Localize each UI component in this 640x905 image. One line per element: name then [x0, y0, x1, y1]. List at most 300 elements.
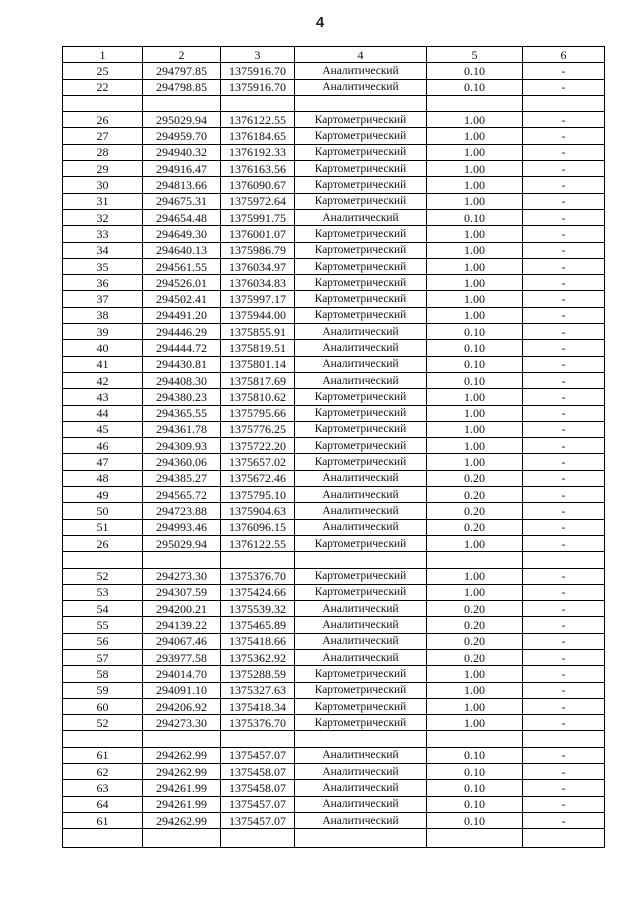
- table-cell: Картометрический: [295, 682, 427, 698]
- table-row: [63, 307, 605, 323]
- table-row: [63, 568, 605, 584]
- table-cell: 1375424.66: [221, 584, 295, 600]
- table-cell: Картометрический: [295, 421, 427, 437]
- table-row: [63, 405, 605, 421]
- table-cell: 294139.22: [143, 617, 221, 633]
- table-cell: 0.20: [427, 519, 523, 535]
- table-cell: 294797.85: [143, 63, 221, 79]
- table-row: [63, 780, 605, 796]
- table-cell: -: [523, 421, 605, 437]
- table-cell: 294014.70: [143, 666, 221, 682]
- table-cell: 1375997.17: [221, 291, 295, 307]
- table-cell: [427, 95, 523, 111]
- table-cell: 1.00: [427, 682, 523, 698]
- table-row: [63, 128, 605, 144]
- table-cell: 29: [63, 161, 143, 177]
- table-cell: 294940.32: [143, 144, 221, 160]
- table-cell: 294502.41: [143, 291, 221, 307]
- table-cell: 43: [63, 389, 143, 405]
- table-cell: Аналитический: [295, 356, 427, 372]
- table-cell: 1376122.55: [221, 112, 295, 128]
- table-cell: -: [523, 226, 605, 242]
- table-cell: 64: [63, 796, 143, 812]
- table-cell: 1.00: [427, 584, 523, 600]
- table-cell: 1376034.83: [221, 275, 295, 291]
- table-cell: -: [523, 487, 605, 503]
- table-cell: -: [523, 812, 605, 828]
- table-cell: 0.20: [427, 503, 523, 519]
- table-cell: 26: [63, 112, 143, 128]
- table-cell: 0.20: [427, 601, 523, 617]
- table-cell: 1.00: [427, 161, 523, 177]
- table-cell: [427, 731, 523, 747]
- table-cell: 1375327.63: [221, 682, 295, 698]
- table-cell: [143, 552, 221, 568]
- table-cell: 1.00: [427, 421, 523, 437]
- table-cell: 294261.99: [143, 780, 221, 796]
- table-cell: 0.10: [427, 780, 523, 796]
- table-cell: 294798.85: [143, 79, 221, 95]
- table-cell: 294309.93: [143, 438, 221, 454]
- table-cell: -: [523, 63, 605, 79]
- table-cell: 294091.10: [143, 682, 221, 698]
- table-cell: 0.10: [427, 764, 523, 780]
- table-cell: 1375376.70: [221, 715, 295, 731]
- table-row: [63, 438, 605, 454]
- table-cell: [523, 95, 605, 111]
- table-cell: 294444.72: [143, 340, 221, 356]
- table-row: [63, 340, 605, 356]
- table-cell: 1375288.59: [221, 666, 295, 682]
- table-cell: Картометрический: [295, 177, 427, 193]
- table-cell: [295, 95, 427, 111]
- table-cell: 294723.88: [143, 503, 221, 519]
- table-row: [63, 324, 605, 340]
- table-cell: Картометрический: [295, 291, 427, 307]
- table-cell: 1.00: [427, 144, 523, 160]
- table-cell: Картометрический: [295, 275, 427, 291]
- table-cell: 1375810.62: [221, 389, 295, 405]
- table-cell: 52: [63, 568, 143, 584]
- table-cell: 1.00: [427, 275, 523, 291]
- table-row: [63, 796, 605, 812]
- table-row: [63, 356, 605, 372]
- table-cell: -: [523, 128, 605, 144]
- table-row: [63, 209, 605, 225]
- table-cell: Картометрический: [295, 389, 427, 405]
- table-row: [63, 682, 605, 698]
- table-cell: 53: [63, 584, 143, 600]
- table-row: [63, 764, 605, 780]
- table-row: [63, 144, 605, 160]
- table-cell: 294360.06: [143, 454, 221, 470]
- table-cell: Аналитический: [295, 470, 427, 486]
- header-cell: 2: [143, 47, 221, 63]
- table-cell: 1375916.70: [221, 63, 295, 79]
- table-row: [63, 617, 605, 633]
- table-cell: -: [523, 307, 605, 323]
- table-cell: 0.10: [427, 209, 523, 225]
- table-row: [63, 519, 605, 535]
- table-cell: 1.00: [427, 405, 523, 421]
- table-row: [63, 715, 605, 731]
- table-cell: 31: [63, 193, 143, 209]
- table-cell: 1.00: [427, 389, 523, 405]
- table-row: [63, 112, 605, 128]
- table-row: [63, 698, 605, 714]
- table-cell: -: [523, 649, 605, 665]
- table-cell: -: [523, 324, 605, 340]
- table-cell: Картометрический: [295, 438, 427, 454]
- table-cell: 0.10: [427, 372, 523, 388]
- table-cell: 32: [63, 209, 143, 225]
- table-row: [63, 275, 605, 291]
- table-cell: 36: [63, 275, 143, 291]
- table-row: [63, 454, 605, 470]
- table-cell: 1.00: [427, 242, 523, 258]
- table-cell: [221, 731, 295, 747]
- table-cell: [63, 552, 143, 568]
- table-row: [63, 812, 605, 828]
- table-cell: 49: [63, 487, 143, 503]
- table-cell: 1375457.07: [221, 796, 295, 812]
- table-cell: 0.10: [427, 356, 523, 372]
- header-cell: 4: [295, 47, 427, 63]
- table-cell: 295029.94: [143, 535, 221, 551]
- table-cell: 1375944.00: [221, 307, 295, 323]
- table-cell: Картометрический: [295, 193, 427, 209]
- table-cell: 1376096.15: [221, 519, 295, 535]
- table-cell: 0.10: [427, 796, 523, 812]
- table-cell: Картометрический: [295, 112, 427, 128]
- table-cell: 0.10: [427, 812, 523, 828]
- table-cell: Аналитический: [295, 633, 427, 649]
- table-cell: -: [523, 258, 605, 274]
- table-cell: Аналитический: [295, 747, 427, 763]
- table-cell: 1.00: [427, 177, 523, 193]
- table-cell: 1375819.51: [221, 340, 295, 356]
- table-cell: 54: [63, 601, 143, 617]
- table-cell: -: [523, 356, 605, 372]
- table-cell: -: [523, 584, 605, 600]
- table-row: [63, 552, 605, 568]
- table-cell: 61: [63, 747, 143, 763]
- table-cell: -: [523, 682, 605, 698]
- table-cell: 1375672.46: [221, 470, 295, 486]
- table-cell: 26: [63, 535, 143, 551]
- table-row: [63, 649, 605, 665]
- table-cell: 294307.59: [143, 584, 221, 600]
- table-cell: 0.20: [427, 487, 523, 503]
- table-cell: Аналитический: [295, 649, 427, 665]
- table-cell: 35: [63, 258, 143, 274]
- table-row: [63, 372, 605, 388]
- table-cell: 294067.46: [143, 633, 221, 649]
- table-cell: -: [523, 764, 605, 780]
- table-cell: 294675.31: [143, 193, 221, 209]
- table-cell: 1.00: [427, 258, 523, 274]
- table-cell: -: [523, 519, 605, 535]
- header-cell: 1: [63, 47, 143, 63]
- table-cell: Аналитический: [295, 764, 427, 780]
- table-cell: 1375457.07: [221, 747, 295, 763]
- table-cell: 1376184.65: [221, 128, 295, 144]
- table-cell: -: [523, 79, 605, 95]
- table-cell: -: [523, 470, 605, 486]
- table-body: [63, 63, 605, 848]
- table-cell: [143, 95, 221, 111]
- table-cell: 1375776.25: [221, 421, 295, 437]
- table-cell: 1.00: [427, 666, 523, 682]
- table-cell: 1.00: [427, 698, 523, 714]
- table-cell: [523, 829, 605, 848]
- table-cell: -: [523, 438, 605, 454]
- table-cell: 22: [63, 79, 143, 95]
- table-cell: Картометрический: [295, 698, 427, 714]
- table-row: [63, 535, 605, 551]
- table-row: [63, 633, 605, 649]
- table-cell: 294200.21: [143, 601, 221, 617]
- table-row: [63, 584, 605, 600]
- table-cell: 1376090.67: [221, 177, 295, 193]
- table-cell: 51: [63, 519, 143, 535]
- table-cell: [143, 829, 221, 848]
- table-row: [63, 731, 605, 747]
- table-row: [63, 666, 605, 682]
- table-cell: 1.00: [427, 715, 523, 731]
- table-cell: Картометрический: [295, 666, 427, 682]
- table-cell: -: [523, 454, 605, 470]
- table-cell: [295, 829, 427, 848]
- table-cell: 294273.30: [143, 715, 221, 731]
- table-cell: -: [523, 601, 605, 617]
- table-cell: Аналитический: [295, 324, 427, 340]
- table-cell: -: [523, 372, 605, 388]
- table-cell: 1375362.92: [221, 649, 295, 665]
- table-cell: 1375972.64: [221, 193, 295, 209]
- table-cell: Аналитический: [295, 601, 427, 617]
- table-cell: [427, 829, 523, 848]
- table-cell: 295029.94: [143, 112, 221, 128]
- table-cell: 1.00: [427, 112, 523, 128]
- table-cell: 39: [63, 324, 143, 340]
- table-row: [63, 503, 605, 519]
- table-cell: 294385.27: [143, 470, 221, 486]
- table-cell: 33: [63, 226, 143, 242]
- table-cell: 1.00: [427, 438, 523, 454]
- table-cell: 0.10: [427, 79, 523, 95]
- table-cell: 294565.72: [143, 487, 221, 503]
- table-cell: 1.00: [427, 535, 523, 551]
- table-cell: -: [523, 633, 605, 649]
- table-cell: 1.00: [427, 193, 523, 209]
- table-cell: 55: [63, 617, 143, 633]
- table-cell: 48: [63, 470, 143, 486]
- table-cell: Аналитический: [295, 79, 427, 95]
- table-cell: Аналитический: [295, 780, 427, 796]
- table-cell: Аналитический: [295, 63, 427, 79]
- header-cell: 6: [523, 47, 605, 63]
- table-row: [63, 421, 605, 437]
- table-cell: -: [523, 503, 605, 519]
- table-cell: 1376001.07: [221, 226, 295, 242]
- table-cell: 294640.13: [143, 242, 221, 258]
- table-cell: 52: [63, 715, 143, 731]
- table-cell: -: [523, 715, 605, 731]
- table-cell: 0.20: [427, 633, 523, 649]
- table-cell: 294206.92: [143, 698, 221, 714]
- table-row: [63, 242, 605, 258]
- table-cell: -: [523, 698, 605, 714]
- table-cell: [427, 552, 523, 568]
- table-cell: -: [523, 389, 605, 405]
- table-cell: 1375418.34: [221, 698, 295, 714]
- table-cell: 56: [63, 633, 143, 649]
- table-cell: 37: [63, 291, 143, 307]
- table-cell: [523, 552, 605, 568]
- table-cell: 294446.29: [143, 324, 221, 340]
- table-cell: 294526.01: [143, 275, 221, 291]
- table-cell: 1375795.10: [221, 487, 295, 503]
- table-cell: 0.10: [427, 340, 523, 356]
- table-cell: -: [523, 193, 605, 209]
- table-cell: 1375916.70: [221, 79, 295, 95]
- table-cell: Картометрический: [295, 454, 427, 470]
- table-cell: [63, 95, 143, 111]
- table-cell: 294916.47: [143, 161, 221, 177]
- table-cell: -: [523, 177, 605, 193]
- table-cell: Картометрический: [295, 715, 427, 731]
- table-cell: 0.10: [427, 63, 523, 79]
- table-cell: 294993.46: [143, 519, 221, 535]
- table-cell: -: [523, 112, 605, 128]
- table-cell: 294361.78: [143, 421, 221, 437]
- table-cell: [221, 95, 295, 111]
- table-cell: Картометрический: [295, 258, 427, 274]
- table-cell: 1375458.07: [221, 780, 295, 796]
- table-cell: 62: [63, 764, 143, 780]
- table-row: [63, 291, 605, 307]
- table-cell: 1.00: [427, 568, 523, 584]
- table-cell: Аналитический: [295, 372, 427, 388]
- table-cell: 0.10: [427, 324, 523, 340]
- table-cell: 1375465.89: [221, 617, 295, 633]
- table-cell: Аналитический: [295, 503, 427, 519]
- table-cell: 40: [63, 340, 143, 356]
- table-cell: 1.00: [427, 226, 523, 242]
- table-cell: 0.20: [427, 470, 523, 486]
- table-cell: Аналитический: [295, 796, 427, 812]
- table-cell: 1375817.69: [221, 372, 295, 388]
- table-cell: -: [523, 568, 605, 584]
- table-cell: Картометрический: [295, 226, 427, 242]
- table-cell: -: [523, 747, 605, 763]
- table-cell: 47: [63, 454, 143, 470]
- table-cell: [295, 552, 427, 568]
- table-cell: 27: [63, 128, 143, 144]
- table-cell: [295, 731, 427, 747]
- table-cell: 1376192.33: [221, 144, 295, 160]
- table-row: [63, 829, 605, 848]
- table-cell: Аналитический: [295, 519, 427, 535]
- table-row: [63, 601, 605, 617]
- table-cell: -: [523, 340, 605, 356]
- table-cell: 0.20: [427, 649, 523, 665]
- table-cell: 1375457.07: [221, 812, 295, 828]
- table-cell: 294262.99: [143, 812, 221, 828]
- table-cell: 294408.30: [143, 372, 221, 388]
- table-cell: Картометрический: [295, 242, 427, 258]
- table-cell: [221, 552, 295, 568]
- table-cell: -: [523, 242, 605, 258]
- table-cell: 294649.30: [143, 226, 221, 242]
- table-cell: Аналитический: [295, 340, 427, 356]
- table-cell: Аналитический: [295, 209, 427, 225]
- table-cell: 294262.99: [143, 764, 221, 780]
- table-cell: [143, 731, 221, 747]
- table-cell: 45: [63, 421, 143, 437]
- table-cell: 42: [63, 372, 143, 388]
- table-row: [63, 226, 605, 242]
- table-cell: 50: [63, 503, 143, 519]
- table-cell: 294262.99: [143, 747, 221, 763]
- table-cell: -: [523, 535, 605, 551]
- table-cell: 25: [63, 63, 143, 79]
- table-row: [63, 747, 605, 763]
- table-cell: 1.00: [427, 454, 523, 470]
- table-cell: -: [523, 405, 605, 421]
- table-cell: 58: [63, 666, 143, 682]
- table-cell: Картометрический: [295, 128, 427, 144]
- table-cell: 1375458.07: [221, 764, 295, 780]
- table-cell: 1375795.66: [221, 405, 295, 421]
- table-cell: 63: [63, 780, 143, 796]
- table-cell: 57: [63, 649, 143, 665]
- table-cell: [63, 829, 143, 848]
- table-cell: 30: [63, 177, 143, 193]
- table-row: [63, 389, 605, 405]
- table-cell: 294813.66: [143, 177, 221, 193]
- table-cell: Картометрический: [295, 584, 427, 600]
- table-cell: 34: [63, 242, 143, 258]
- table-cell: Аналитический: [295, 487, 427, 503]
- table-row: [63, 258, 605, 274]
- table-cell: [63, 731, 143, 747]
- table-cell: 294261.99: [143, 796, 221, 812]
- table-cell: 294654.48: [143, 209, 221, 225]
- table-cell: 293977.58: [143, 649, 221, 665]
- table-cell: -: [523, 666, 605, 682]
- table-cell: 1375986.79: [221, 242, 295, 258]
- table-row: [63, 177, 605, 193]
- table-cell: 1375855.91: [221, 324, 295, 340]
- table-cell: 1.00: [427, 307, 523, 323]
- table-cell: 44: [63, 405, 143, 421]
- table-cell: -: [523, 796, 605, 812]
- table-row: [63, 95, 605, 111]
- table-cell: 1375904.63: [221, 503, 295, 519]
- table-cell: 0.10: [427, 747, 523, 763]
- table-cell: 1375376.70: [221, 568, 295, 584]
- table-cell: 1375801.14: [221, 356, 295, 372]
- table-cell: -: [523, 275, 605, 291]
- table-cell: 41: [63, 356, 143, 372]
- table-row: [63, 470, 605, 486]
- table-cell: 294561.55: [143, 258, 221, 274]
- table-row: [63, 63, 605, 79]
- table-cell: [221, 829, 295, 848]
- table-cell: 1375991.75: [221, 209, 295, 225]
